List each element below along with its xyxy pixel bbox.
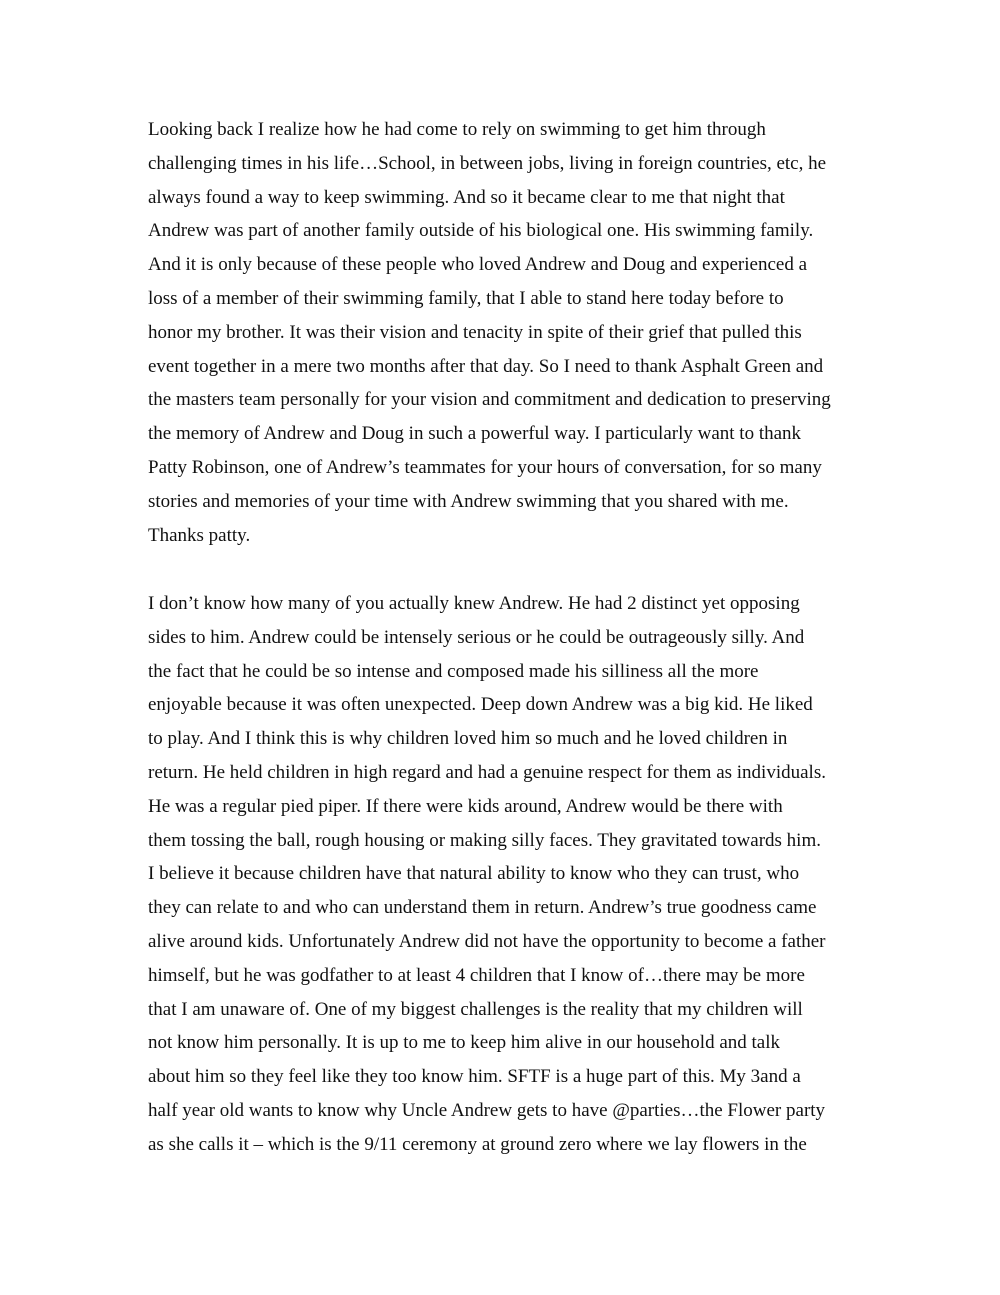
text-line: alive around kids. Unfortunately Andrew did not have the opportunity to become a father (148, 930, 826, 952)
paragraph-swimming-family (148, 113, 831, 552)
text-line: about him so they feel like they too know him. SFTF is a huge part of this. My 3and a (148, 1066, 801, 1088)
paragraph-about-andrew (148, 587, 826, 1162)
text-line: himself, but he was godfather to at least 4 children that I know of…there may be more (148, 964, 805, 986)
text-line: half year old wants to know why Uncle Andrew gets to have @parties…the Flower party (148, 1099, 826, 1121)
text-line: event together in a mere two months after that day. So I need to thank Asphalt Green and (148, 355, 824, 377)
text-line: I don’t know how many of you actually knew Andrew. He had 2 distinct yet opposing (148, 593, 800, 614)
text-line: challenging times in his life…School, in between jobs, living in foreign countries, etc, he (148, 152, 827, 174)
text-line: that I am unaware of. One of my biggest challenges is the reality that my children will (148, 998, 803, 1020)
text-line: Thanks patty. (148, 524, 251, 546)
text-line: the masters team personally for your vision and commitment and dedication to preserving (148, 389, 831, 411)
text-line: stories and memories of your time with Andrew swimming that you shared with me. (148, 490, 789, 512)
text-line: the memory of Andrew and Doug in such a powerful way. I particularly want to thank (148, 423, 802, 445)
text-line: honor my brother. It was their vision and tenacity in spite of their grief that pulled this (148, 321, 802, 343)
text-line: return. He held children in high regard and had a genuine respect for them as individuals. (148, 761, 826, 783)
text-line: to play. And I think this is why children loved him so much and he loved children in (148, 728, 788, 750)
text-line: loss of a member of their swimming family, that I able to stand here today before to (148, 287, 784, 309)
text-line: Andrew was part of another family outside of his biological one. His swimming family. (148, 220, 814, 242)
text-line: He was a regular pied piper. If there were kids around, Andrew would be there with (148, 795, 783, 817)
text-line: them tossing the ball, rough housing or making silly faces. They gravitated towards him. (148, 829, 821, 851)
text-line: Patty Robinson, one of Andrew’s teammates for your hours of conversation, for so many (148, 456, 822, 478)
text-line: not know him personally. It is up to me to keep him alive in our household and talk (148, 1032, 781, 1054)
text-line: I believe it because children have that natural ability to know who they can trust, who (148, 863, 800, 885)
text-line: sides to him. Andrew could be intensely serious or he could be outrageously silly. And (148, 626, 805, 648)
text-line: as she calls it – which is the 9/11 ceremony at ground zero where we lay flowers in the (148, 1133, 807, 1155)
text-line: enjoyable because it was often unexpected. Deep down Andrew was a big kid. He liked (148, 694, 813, 716)
text-line: Looking back I realize how he had come to rely on swimming to get him through (148, 119, 766, 140)
text-line: they can relate to and who can understand them in return. Andrew’s true goodness came (148, 897, 817, 919)
text-line: the fact that he could be so intense and composed made his silliness all the more (148, 660, 759, 682)
text-line: And it is only because of these people who loved Andrew and Doug and experienced a (148, 254, 807, 276)
text-line: always found a way to keep swimming. And so it became clear to me that night that (148, 186, 785, 208)
